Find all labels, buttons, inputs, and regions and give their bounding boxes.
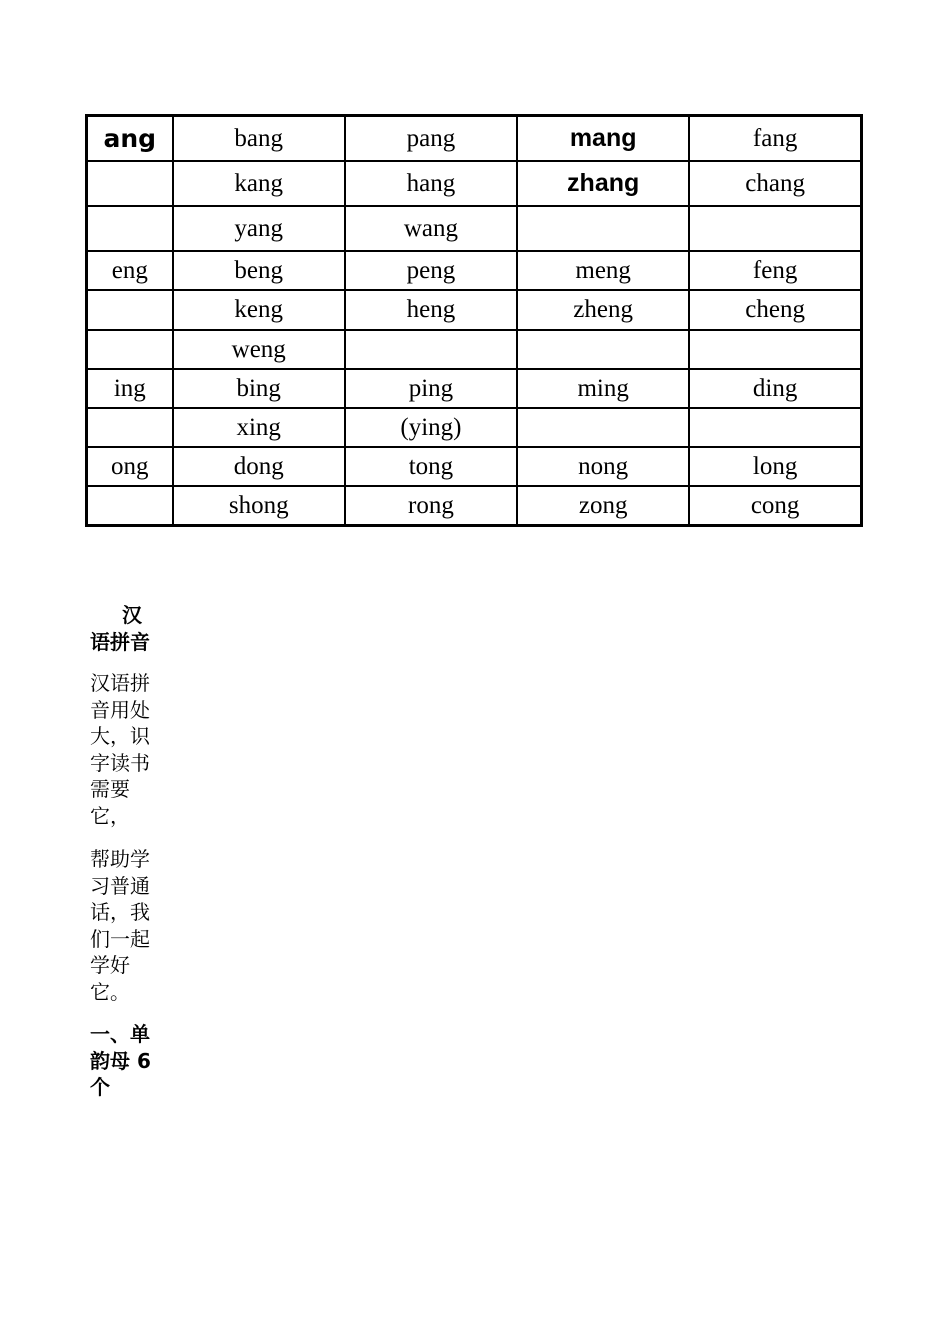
syllable-cell xyxy=(517,206,689,251)
pinyin-table xyxy=(85,114,863,527)
syllable-cell: shong xyxy=(173,486,345,526)
table-row xyxy=(87,447,862,486)
syllable-cell: ming xyxy=(517,369,689,408)
syllable-cell: cong xyxy=(689,486,861,526)
final-label xyxy=(87,330,173,369)
syllable-cell: peng xyxy=(345,251,517,290)
table-row xyxy=(87,290,862,329)
table-row xyxy=(87,330,862,369)
final-label xyxy=(87,290,173,329)
syllable-cell: pang xyxy=(345,116,517,162)
section-title xyxy=(90,602,160,656)
intro-section xyxy=(90,602,160,1101)
syllable-cell: heng xyxy=(345,290,517,329)
syllable-cell: feng xyxy=(689,251,861,290)
syllable-cell: ding xyxy=(689,369,861,408)
syllable-cell: bang xyxy=(173,116,345,162)
syllable-cell: ping xyxy=(345,369,517,408)
syllable-cell: long xyxy=(689,447,861,486)
intro-paragraph-1: 汉语拼音用处大，识字读书需要它， xyxy=(90,671,150,828)
syllable-cell: (ying) xyxy=(345,408,517,447)
final-label xyxy=(87,408,173,447)
syllable-cell: fang xyxy=(689,116,861,162)
table-row xyxy=(87,486,862,526)
syllable-cell: nong xyxy=(517,447,689,486)
syllable-cell: bing xyxy=(173,369,345,408)
syllable-cell: hang xyxy=(345,161,517,206)
table-row xyxy=(87,206,862,251)
section-subheading: 一、单韵母 6个 xyxy=(90,1022,151,1099)
syllable-cell: xing xyxy=(173,408,345,447)
table-row xyxy=(87,116,862,162)
syllable-cell: mang xyxy=(517,116,689,162)
intro-paragraph-2: 帮助学习普通话，我们一起学好它。 xyxy=(90,847,150,1004)
syllable-cell: kang xyxy=(173,161,345,206)
syllable-cell: rong xyxy=(345,486,517,526)
syllable-cell: zhang xyxy=(517,161,689,206)
table-row xyxy=(87,251,862,290)
syllable-cell: meng xyxy=(517,251,689,290)
syllable-cell xyxy=(345,330,517,369)
syllable-cell: cheng xyxy=(689,290,861,329)
final-label: ong xyxy=(87,447,173,486)
table-row xyxy=(87,369,862,408)
syllable-cell xyxy=(517,330,689,369)
syllable-cell: zong xyxy=(517,486,689,526)
syllable-cell: yang xyxy=(173,206,345,251)
syllable-cell: tong xyxy=(345,447,517,486)
syllable-cell xyxy=(689,206,861,251)
final-label: ang xyxy=(87,116,173,162)
syllable-cell xyxy=(689,408,861,447)
syllable-cell: dong xyxy=(173,447,345,486)
table-row xyxy=(87,161,862,206)
syllable-cell: zheng xyxy=(517,290,689,329)
final-label xyxy=(87,486,173,526)
syllable-cell: beng xyxy=(173,251,345,290)
syllable-cell: weng xyxy=(173,330,345,369)
final-label xyxy=(87,161,173,206)
syllable-cell xyxy=(517,408,689,447)
final-label: eng xyxy=(87,251,173,290)
final-label: ing xyxy=(87,369,173,408)
syllable-cell: keng xyxy=(173,290,345,329)
syllable-cell: chang xyxy=(689,161,861,206)
section-title-text: 汉语拼音 xyxy=(90,603,150,654)
table-row xyxy=(87,408,862,447)
final-label xyxy=(87,206,173,251)
syllable-cell xyxy=(689,330,861,369)
syllable-cell: wang xyxy=(345,206,517,251)
